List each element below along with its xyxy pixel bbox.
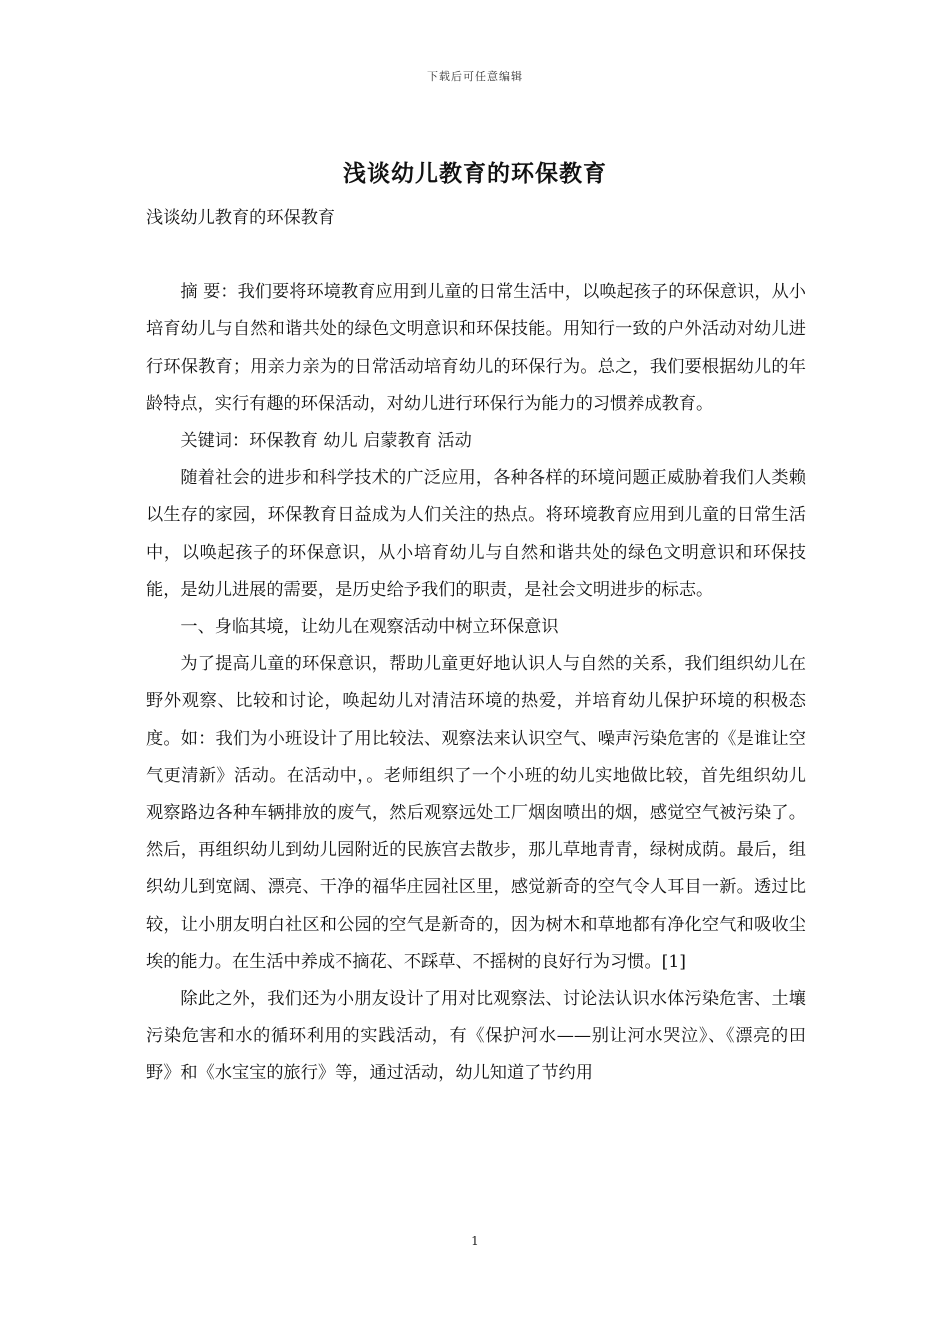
header-note: 下载后可任意编辑 [427, 70, 523, 83]
body-paragraph: 为了提高儿童的环保意识，帮助儿童更好地认识人与自然的关系，我们组织幼儿在野外观察、比较和讨论，唤起幼儿对清洁环境的热爱，并培育幼儿保护环境的积极态度。如：我们为小班设计了用比较法、观察法来认识空气、噪声污染危害的《是谁让空气更清新》活动。在活动中，。老师组织了一个小班的幼儿实地做比较，首先组织幼儿观察路边各种车辆排放的废气，然后观察远处工厂烟囱喷出的烟，感觉空气被污染了。然后，再组织幼儿到幼儿园附近的民族宫去散步，那儿草地青青，绿树成荫。最后，组织幼儿到宽阔、漂亮、干净的福华庄园社区里，感觉新奇的空气令人耳目一新。透过比较，让小朋友明白社区和公园的空气是新奇的，因为树木和草地都有净化空气和吸收尘埃的能力。在生活中养成不摘花、不踩草、不摇树的良好行为习惯。[1] [146, 654, 806, 972]
page-number: 1 [471, 1234, 479, 1248]
intro-paragraph: 随着社会的进步和科学技术的广泛应用，各种各样的环境问题正威胁着我们人类赖以生存的家园，环保教育日益成为人们关注的热点。将环境教育应用到儿童的日常生活中，以唤起孩子的环保意识，从小培育幼儿与自然和谐共处的绿色文明意识和环保技能，是幼儿进展的需要，是历史给予我们的职责，是社会文明进步的标志。 [146, 468, 806, 600]
keywords-paragraph: 关键词：环保教育 幼儿 启蒙教育 活动 [180, 431, 472, 452]
abstract-paragraph: 摘 要：我们要将环境教育应用到儿童的日常生活中，以唤起孩子的环保意识，从小培育幼儿与自然和谐共处的绿色文明意识和环保技能。用知行一致的户外活动对幼儿进行环保教育；用亲力亲为的日常活动培育幼儿的环保行为。总之，我们要根据幼儿的年龄特点，实行有趣的环保活动，对幼儿进行环保行为能力的习惯养成教育。 [146, 282, 806, 414]
body-paragraph: 除此之外，我们还为小朋友设计了用对比观察法、讨论法认识水体污染危害、土壤污染危害和水的循环利用的实践活动，有《保护河水——别让河水哭泣》、《漂亮的田野》和《水宝宝的旅行》等，通过活动，幼儿知道了节约用 [146, 989, 806, 1084]
section-heading: 一、身临其境，让幼儿在观察活动中树立环保意识 [180, 617, 559, 638]
document-body [146, 200, 806, 1093]
document-title: 浅谈幼儿教育的环保教育 [343, 160, 607, 187]
document-subtitle: 浅谈幼儿教育的环保教育 [146, 208, 336, 228]
